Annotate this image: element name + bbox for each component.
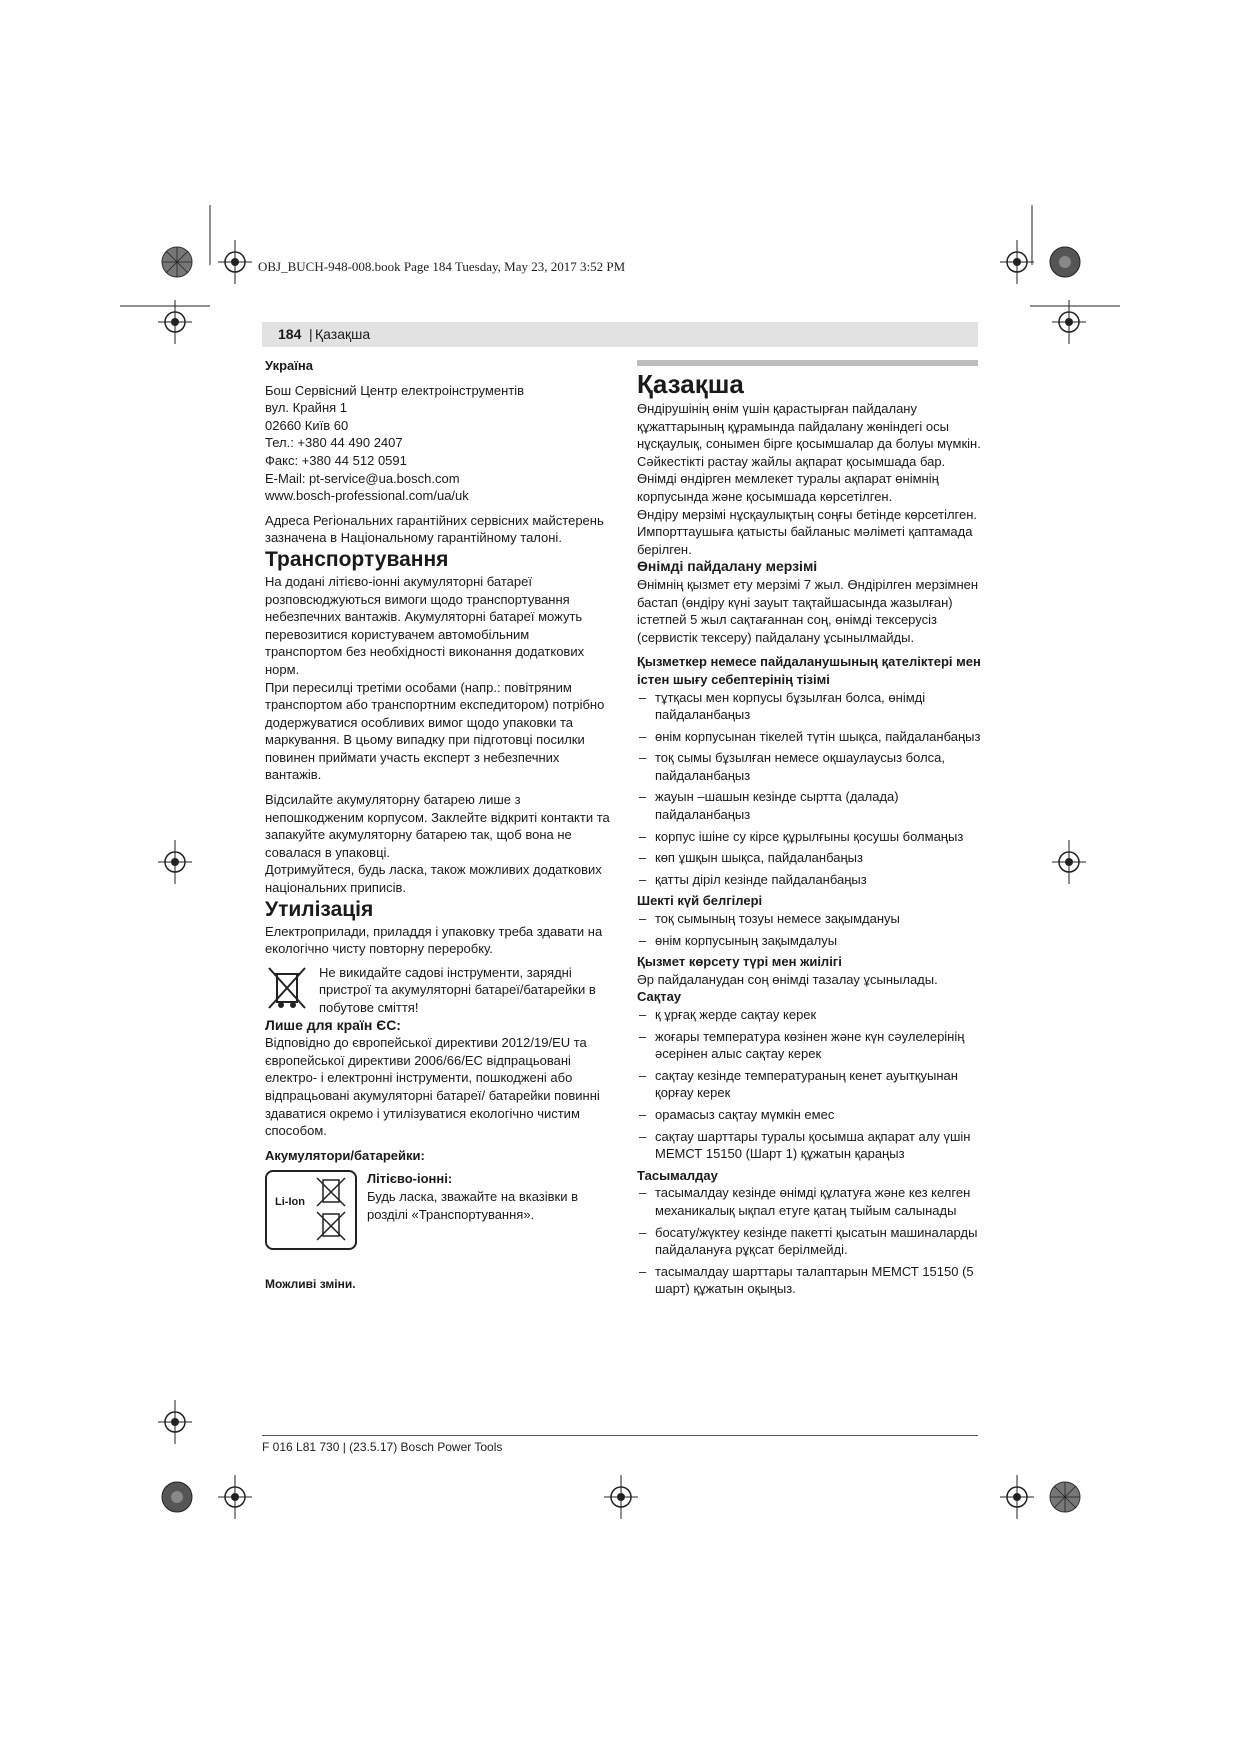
intro-paragraph: Өндіру мерзімі нұсқаулықтың соңғы бетінде көрсетілген.: [637, 506, 978, 522]
intro-paragraph: Сәйкестікті растау жайлы ақпарат қосымшада бар.: [637, 453, 946, 469]
address-line: www.bosch-professional.com/ua/uk: [265, 488, 469, 504]
page-header: [262, 322, 978, 347]
address-line: вул. Крайня 1: [265, 400, 347, 416]
list-item: – орамасыз сақтау мүмкін емес: [639, 1106, 835, 1122]
crossed-bin-icon: [315, 1176, 347, 1247]
lifetime-text: Өнімнің қызмет ету мерзімі 7 жыл. Өндірілген мерзімнен бастап (өндіру күні зауыт тақтайшасында жазылған) істетпей 5 жыл сақтағаннан соң, өнімді тексерусіз (сервистік тексеру) пайдалану ұсынылмайды.: [637, 576, 979, 645]
address-line: Тел.: +380 44 490 2407: [265, 435, 403, 451]
left-column: [265, 357, 610, 1294]
storage-list: [637, 1006, 982, 1163]
intro-paragraph: Өнімді өндірген мемлекет туралы ақпарат өнімнің корпусында және қосымшада көрсетілген.: [637, 471, 939, 504]
transport-paragraph: На додані літієво-іонні акумуляторні батареї розповсюджуються вимоги щодо транспортування небезпечних вантажів. Акумуляторні батареї можуть перевозитися користувачем автомобільним транспортом без необхідності виконання додаткових норм.: [265, 573, 585, 677]
liion-heading: Літієво-іонні:: [367, 1171, 453, 1187]
footer-text: F 016 L81 730 | (23.5.17) Bosch Power Tools: [262, 1440, 503, 1454]
registration-mark-icon: [158, 300, 192, 349]
batteries-heading: Акумулятори/батарейки:: [265, 1147, 425, 1163]
registration-mark-icon: [1052, 840, 1086, 889]
list-item: – жауын –шашын кезінде сыртта (далада) пайдаланбаңыз: [639, 789, 899, 823]
liion-text-block: [367, 1170, 610, 1223]
color-wheel-icon: [160, 245, 194, 284]
address-line: Бош Сервісний Центр електроінструментів: [265, 382, 524, 398]
limits-list: [637, 910, 982, 949]
lifetime-heading: Өнімді пайдалану мерзімі: [637, 558, 818, 575]
registration-mark-icon: [1000, 1475, 1034, 1524]
list-item: – өнім корпусынан тікелей түтін шықса, пайдаланбаңыз: [639, 728, 981, 744]
liion-row: [265, 1170, 610, 1250]
disposal-heading: Утилізація: [265, 897, 374, 921]
registration-mark-icon: [158, 1400, 192, 1449]
crossed-bin-icon: [265, 964, 309, 1017]
liion-text: Будь ласка, зважайте на вказівки в розділі «Транспортування».: [367, 1188, 579, 1222]
list-item: – сақтау шарттары туралы қосымша ақпарат алу үшін МЕМСТ 15150 (Шарт 1) құжатын қараңыз: [639, 1128, 971, 1162]
list-item: – тасымалдау шарттары талаптарын МЕМСТ 15150 (5 шарт) құжатын оқыңыз.: [639, 1263, 974, 1297]
eu-text: Відповідно до європейської директиви 2012/19/EU та європейської директиви 2006/66/EC відпрацьовані електро- і електронні інструменти, пошкоджені або відпрацьовані акумуляторні батареї/ батарейки повинні здаватися окремо і утилізуватися екологічно чистим способом.: [265, 1035, 600, 1139]
right-column: [637, 368, 982, 1302]
regional-note: Адреса Регіональних гарантійних сервісних майстерень зазначена в Національному гарантійному талоні.: [265, 512, 604, 546]
intro-paragraph: Өндірушінің өнім үшін қарастырған пайдалану құжаттарының құрамында пайдалану жөніндегі осы нұсқаулық, сонымен бірге қосымшалар да болуы мүмкін.: [637, 401, 981, 452]
registration-mark-icon: [218, 240, 252, 289]
color-wheel-icon: [1048, 1480, 1082, 1519]
list-item: – босату/жүктеу кезінде пакетті қысатын машиналарды пайдалануға рұқсат берілмейді.: [639, 1224, 978, 1258]
liion-symbol: [265, 1170, 357, 1250]
transport-kz-heading: Тасымалдау: [637, 1167, 718, 1183]
transport-heading: Транспортування: [265, 547, 449, 571]
limits-heading: Шекті күй белгілері: [637, 893, 763, 909]
registration-mark-icon: [604, 1475, 638, 1524]
registration-mark-icon: [1000, 240, 1034, 289]
list-item: – көп ұшқын шықса, пайдаланбаңыз: [639, 850, 863, 866]
transport-paragraph: При пересилці третіми особами (напр.: повітряним транспортом або транспортним експедитором) потрібно додержуватися особливих вимог щодо упаковки та маркування. В цьому випадку при підготовці посилки повинен приймати участь експерт з небезпечних вантажів.: [265, 679, 605, 783]
liion-label: Li-Ion: [275, 1196, 305, 1209]
errors-heading: Қызметкер немесе пайдаланушының қателіктері мен істен шығу себептерінің тізімі: [637, 654, 981, 687]
storage-heading: Сақтау: [637, 989, 682, 1005]
eu-heading: Лише для країн ЄС:: [265, 1016, 401, 1033]
address-block: [265, 382, 610, 505]
list-item: – қатты діріл кезінде пайдаланбаңыз: [639, 871, 867, 887]
header-separator: |: [309, 326, 313, 342]
list-item: – корпус ішіне су кірсе құрылғыны қосушы болмаңыз: [639, 828, 964, 844]
crop-mark-icon: [208, 205, 212, 270]
color-wheel-icon: [1048, 245, 1082, 284]
transport-paragraph: Відсилайте акумуляторну батарею лише з непошкодженим корпусом. Заклейте відкриті контакти та запакуйте акумуляторну батарею так, щоб вона не совалася в упаковці.: [265, 792, 610, 860]
transport-list: [637, 1184, 982, 1298]
list-item: – тоқ сымының тозуы немесе зақымдануы: [639, 911, 900, 927]
service-text: Әр пайдаланудан соң өнімді тазалау ұсынылады.: [637, 971, 938, 987]
errors-list: [637, 689, 982, 889]
country-heading: Україна: [265, 358, 314, 373]
registration-mark-icon: [1052, 300, 1086, 349]
service-heading: Қызмет көрсету түрі мен жиілігі: [637, 954, 842, 970]
disposal-paragraph: Електроприлади, приладдя і упаковку треба здавати на екологічно чисту повторну переробку.: [265, 923, 603, 957]
registration-mark-icon: [158, 840, 192, 889]
list-item: – жоғары температура көзінен және күн сәулелерінің әсерінен алыс сақтау керек: [639, 1028, 965, 1062]
address-line: Факс: +380 44 512 0591: [265, 452, 407, 468]
registration-mark-icon: [218, 1475, 252, 1524]
list-item: – тоқ сымы бұзылған немесе оқшаулаусыз болса, пайдаланбаңыз: [639, 750, 945, 783]
disposal-bin-text: Не викидайте садові інструменти, зарядні пристрої та акумуляторні батареї/батарейки в побутове сміття!: [319, 964, 596, 1015]
list-item: – өнім корпусының зақымдалуы: [639, 932, 838, 948]
changes-note: Можливі зміни.: [265, 1277, 356, 1292]
page-number: 184: [278, 326, 302, 342]
list-item: – сақтау кезінде температураның кенет ауытқуынан қорғау керек: [639, 1067, 958, 1101]
disposal-bin-row: [265, 964, 610, 1017]
footer-rule: [262, 1435, 978, 1436]
header-language: Қазақша: [315, 326, 371, 342]
address-line: E-Mail: pt-service@ua.bosch.com: [265, 470, 460, 486]
section-rule: [637, 360, 978, 366]
language-title: Қазақша: [637, 369, 744, 399]
color-wheel-icon: [160, 1480, 194, 1519]
print-slug: OBJ_BUCH-948-008.book Page 184 Tuesday, May 23, 2017 3:52 PM: [258, 259, 626, 274]
list-item: – тұтқасы мен корпусы бұзылған болса, өнімді пайдаланбаңыз: [639, 689, 926, 723]
crop-mark-icon: [1030, 205, 1034, 270]
transport-paragraph: Дотримуйтеся, будь ласка, також можливих додаткових національних приписів.: [265, 862, 602, 896]
intro-paragraph: Импорттаушыға қатысты байланыс мәліметі қаптамада берілген.: [637, 524, 973, 557]
list-item: – қ ұрғақ жерде сақтау керек: [639, 1007, 817, 1022]
list-item: – тасымалдау кезінде өнімді құлатуға және кез келген механикалық ықпал етуге қатаң тыйым салынады: [639, 1185, 971, 1218]
address-line: 02660 Київ 60: [265, 417, 349, 433]
